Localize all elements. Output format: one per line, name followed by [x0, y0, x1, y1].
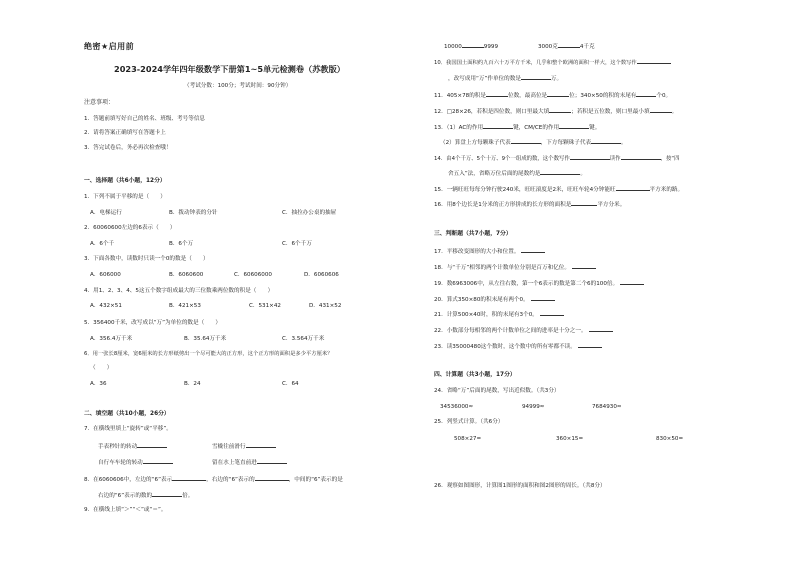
question-15 [434, 185, 683, 193]
question-5: 5．356400千米，改写成以“万”为单位的数是（ ） [84, 320, 221, 326]
q8-text: 右边的“6”表示的数的 [98, 493, 153, 499]
q13-text: 。 [621, 140, 627, 146]
q10-text: 万。 [550, 76, 563, 82]
q7-item-label: 手表秒针的转动 [98, 444, 138, 450]
q6-answer-paren: （ ） [90, 365, 113, 371]
question-14 [434, 154, 680, 162]
answer-blank[interactable] [462, 42, 484, 48]
question-6: 6．用一张长8厘米，宽6厘米的长方形纸剪出一个尽可能大的正方形，这个正方形的面积是多少平方厘米？ [84, 351, 333, 357]
answer-blank[interactable] [570, 154, 610, 160]
q13-text: ，下方每颗珠子代表 [540, 140, 592, 146]
answer-blank[interactable] [540, 310, 564, 316]
question-21 [434, 310, 564, 318]
q10-text: 10．我国国土面积约九百六十万平方千米，几乎和整个欧洲的面积一样大，这个数写作 [434, 60, 637, 66]
q8-text: ，中间的“6”表示的是 [288, 477, 343, 483]
question-10-cont [448, 74, 562, 82]
answer-blank[interactable] [511, 138, 541, 144]
q12-text: 。 [671, 109, 678, 115]
answer-blank[interactable] [547, 91, 569, 97]
question-17 [434, 247, 545, 255]
q7-item [98, 442, 167, 450]
q1-option-c: C．抽拉办公桌的抽屉 [282, 210, 337, 216]
q25-item: 830×50= [656, 436, 684, 442]
answer-blank[interactable] [637, 58, 671, 64]
question-2: 2．60060600左边的6表示（ ） [84, 225, 176, 231]
answer-blank[interactable] [255, 475, 289, 481]
q24-item: 7684930≈ [592, 404, 622, 410]
question-14-cont [448, 169, 586, 177]
q7-item-label: 雪橇往前滑行 [212, 444, 246, 450]
q9-left-value: 3000克 [538, 44, 558, 50]
q16-text: 平方分米。 [597, 202, 626, 208]
answer-blank[interactable] [257, 458, 287, 464]
answer-blank[interactable] [137, 442, 167, 448]
question-24: 24．省略“万”后面的尾数，写出近似数。（共3分） [434, 388, 560, 394]
q11-text: 位；340×50的积的末尾有 [569, 93, 637, 99]
q2-option-c: C．6个千万 [282, 241, 312, 247]
answer-blank[interactable] [572, 263, 596, 269]
q14-text: 。 [580, 171, 587, 177]
q19-text: 19．数6963006中，从左往右数，第一个6表示的数是第二个6的100倍。 [434, 281, 619, 287]
answer-blank[interactable] [483, 123, 513, 129]
notice-heading: 注意事项： [84, 99, 115, 106]
answer-blank[interactable] [558, 42, 580, 48]
section-fill-heading: 二、填空题（共10小题，26分） [84, 411, 170, 417]
page-title: 2023-2024学年四年级数学下册第1~5单元检测卷（苏教版） [114, 64, 345, 74]
q6-option-a: A．36 [90, 381, 107, 387]
q7-item-label: 自行车车轮的转动 [98, 460, 143, 466]
q4-option-a: A．432×51 [90, 303, 122, 309]
answer-blank[interactable] [621, 154, 661, 160]
question-8-cont [98, 491, 193, 499]
question-20 [434, 295, 555, 303]
q14-text: 14．由4个千万、5个十万、9个一组成的数，这个数写作 [434, 156, 570, 162]
q9-left-value: 10000 [444, 44, 462, 50]
q9-right-value: 9999 [483, 44, 499, 50]
answer-blank[interactable] [152, 491, 182, 497]
q2-option-b: B．6个万 [169, 241, 194, 247]
q12-text: 12．□28×26，若积是四位数，则口里最大填 [434, 109, 550, 115]
q8-text: ，右边的“6”表示的 [206, 477, 255, 483]
q11-text: 11．405×78的积是 [434, 93, 486, 99]
answer-blank[interactable] [620, 279, 644, 285]
q25-item: 360×15= [556, 436, 584, 442]
answer-blank[interactable] [578, 342, 602, 348]
question-12 [434, 107, 677, 115]
q11-text: 个0。 [656, 93, 672, 99]
q14-text: 读作 [609, 156, 621, 162]
q8-text: 8．在6060606中，左边的“6”表示 [84, 477, 173, 483]
answer-blank[interactable] [521, 74, 551, 80]
q4-option-d: D．431×52 [309, 303, 342, 309]
question-19 [434, 279, 644, 287]
q13-text: 键，CM/CE的作用 [513, 125, 560, 131]
q13-text: （2）算盘上方每颗珠子代表 [440, 140, 511, 146]
answer-blank[interactable] [571, 200, 597, 206]
q7-item [98, 458, 173, 466]
q13-text: 键。 [589, 125, 601, 131]
q17-text: 17．平移改变图形的大小和位置。 [434, 249, 520, 255]
answer-blank[interactable] [172, 475, 206, 481]
q15-text: 15．一辆旺旺每每分钟行驶240米，旺旺滚度是2米，旺旺车轮4分钟能旺 [434, 187, 616, 193]
q2-option-a: A．6个千 [90, 241, 115, 247]
section-judge-heading: 三、判断题（共7小题，7分） [434, 231, 512, 237]
q24-item: 94999≈ [522, 404, 545, 410]
q6-option-c: C．64 [282, 381, 299, 387]
q10-text: ，改写成用“万”作单位的数是 [448, 76, 521, 82]
q22-text: 22．小数部分每相邻的两个计数单位之间的进率是十分之一。 [434, 328, 587, 334]
answer-blank[interactable] [531, 295, 555, 301]
notice-item: 1．答题前填写好自己的姓名、班级、考号等信息 [84, 116, 206, 122]
answer-blank[interactable] [589, 326, 613, 332]
answer-blank[interactable] [636, 91, 656, 97]
q7-item [212, 442, 276, 450]
q5-option-a: A．356.4万千米 [90, 336, 133, 342]
q16-text: 16．用8个边长是1分米的正方形拼成的长方形的面积是 [434, 202, 572, 208]
q15-text: 平方米的路。 [649, 187, 684, 193]
q3-option-a: A．606000 [90, 272, 121, 278]
question-11 [434, 91, 671, 99]
notice-item: 2．请将答案正确填写在答题卡上 [84, 130, 166, 136]
q1-option-b: B．拨动钟表的分针 [169, 210, 218, 216]
answer-blank[interactable] [540, 169, 580, 175]
question-16 [434, 200, 625, 208]
q24-item: 34536000≈ [440, 404, 474, 410]
confidential-label: 绝密★启用前 [84, 42, 135, 51]
q25-item: 508×27= [454, 436, 482, 442]
q21-text: 21．计算500×40时，积的末尾有3个0。 [434, 312, 538, 318]
question-10 [434, 58, 671, 66]
answer-blank[interactable] [486, 91, 508, 97]
q14-text: 舍五入”法，省略万位后面的尾数约是 [448, 171, 541, 177]
question-9: 9．在横线上填“＞”“＜”或“＝”。 [84, 507, 167, 513]
answer-blank[interactable] [521, 247, 545, 253]
q12-text: ；若积是五位数，则口里最小填 [571, 109, 650, 115]
exam-subtitle: （考试分数：100分；考试时间：90分钟） [184, 83, 292, 89]
question-13-part2 [440, 138, 627, 146]
question-4: 4．用1、2、3、4、5这五个数字组成最大的三位数乘两位数的积是（ ） [84, 288, 274, 294]
q18-text: 18．与“千万”相邻的两个计数单位分别是百万和亿位。 [434, 265, 570, 271]
answer-blank[interactable] [591, 138, 621, 144]
q3-option-b: B．6060600 [169, 272, 204, 278]
question-18 [434, 263, 596, 271]
q1-option-a: A．电梯运行 [90, 210, 122, 216]
question-23 [434, 342, 602, 350]
q3-option-d: D．6060606 [304, 272, 339, 278]
notice-item: 3．答完试卷后，务必再次检查哦！ [84, 145, 172, 151]
answer-blank[interactable] [549, 107, 571, 113]
q5-option-b: B．35.64万千米 [184, 336, 227, 342]
q13-text: 13．（1）AC的作用 [434, 125, 484, 131]
q4-option-b: B．421×53 [169, 303, 201, 309]
q4-option-c: C．531×42 [249, 303, 281, 309]
q20-text: 20．算式350×80的积末尾有两个0。 [434, 297, 529, 303]
question-13 [434, 123, 600, 131]
q11-text: 位数，最高位是 [507, 93, 548, 99]
q3-option-c: C．60606000 [234, 272, 272, 278]
answer-blank[interactable] [246, 442, 276, 448]
question-22 [434, 326, 613, 334]
question-1: 1．下列不属于平移的是（ ） [84, 194, 166, 200]
answer-blank[interactable] [143, 458, 173, 464]
q6-option-b: B．24 [184, 381, 201, 387]
q5-option-c: C．3.564万千米 [282, 336, 325, 342]
question-3: 3．下面各数中，读数时只读一个0的数是（ ） [84, 256, 209, 262]
q9-compare-2 [538, 42, 595, 50]
q9-compare-1 [444, 42, 498, 50]
q7-item [212, 458, 287, 466]
answer-blank[interactable] [650, 107, 672, 113]
q23-text: 23．读35000480这个数时，这个数中的所有零都不读。 [434, 344, 576, 350]
q8-text: 倍。 [182, 493, 194, 499]
section-calc-heading: 四、计算题（共3小题，17分） [434, 372, 516, 378]
q14-text: ，按“四 [660, 156, 680, 162]
question-8 [84, 475, 343, 483]
q9-right-value: 4千克 [579, 44, 595, 50]
section-choice-heading: 一、选择题（共6小题，12分） [84, 178, 166, 184]
answer-blank[interactable] [616, 185, 650, 191]
q7-item-label: 留在水上笔直前进 [212, 460, 257, 466]
question-26: 26．观察如图图形，计算图1图形的面积和图2图形的周长。（共8分） [434, 483, 606, 489]
question-7: 7．在横线里填上“旋转”或“平移”。 [84, 426, 172, 432]
question-25: 25．列竖式计算。（共6分） [434, 419, 504, 425]
answer-blank[interactable] [559, 123, 589, 129]
